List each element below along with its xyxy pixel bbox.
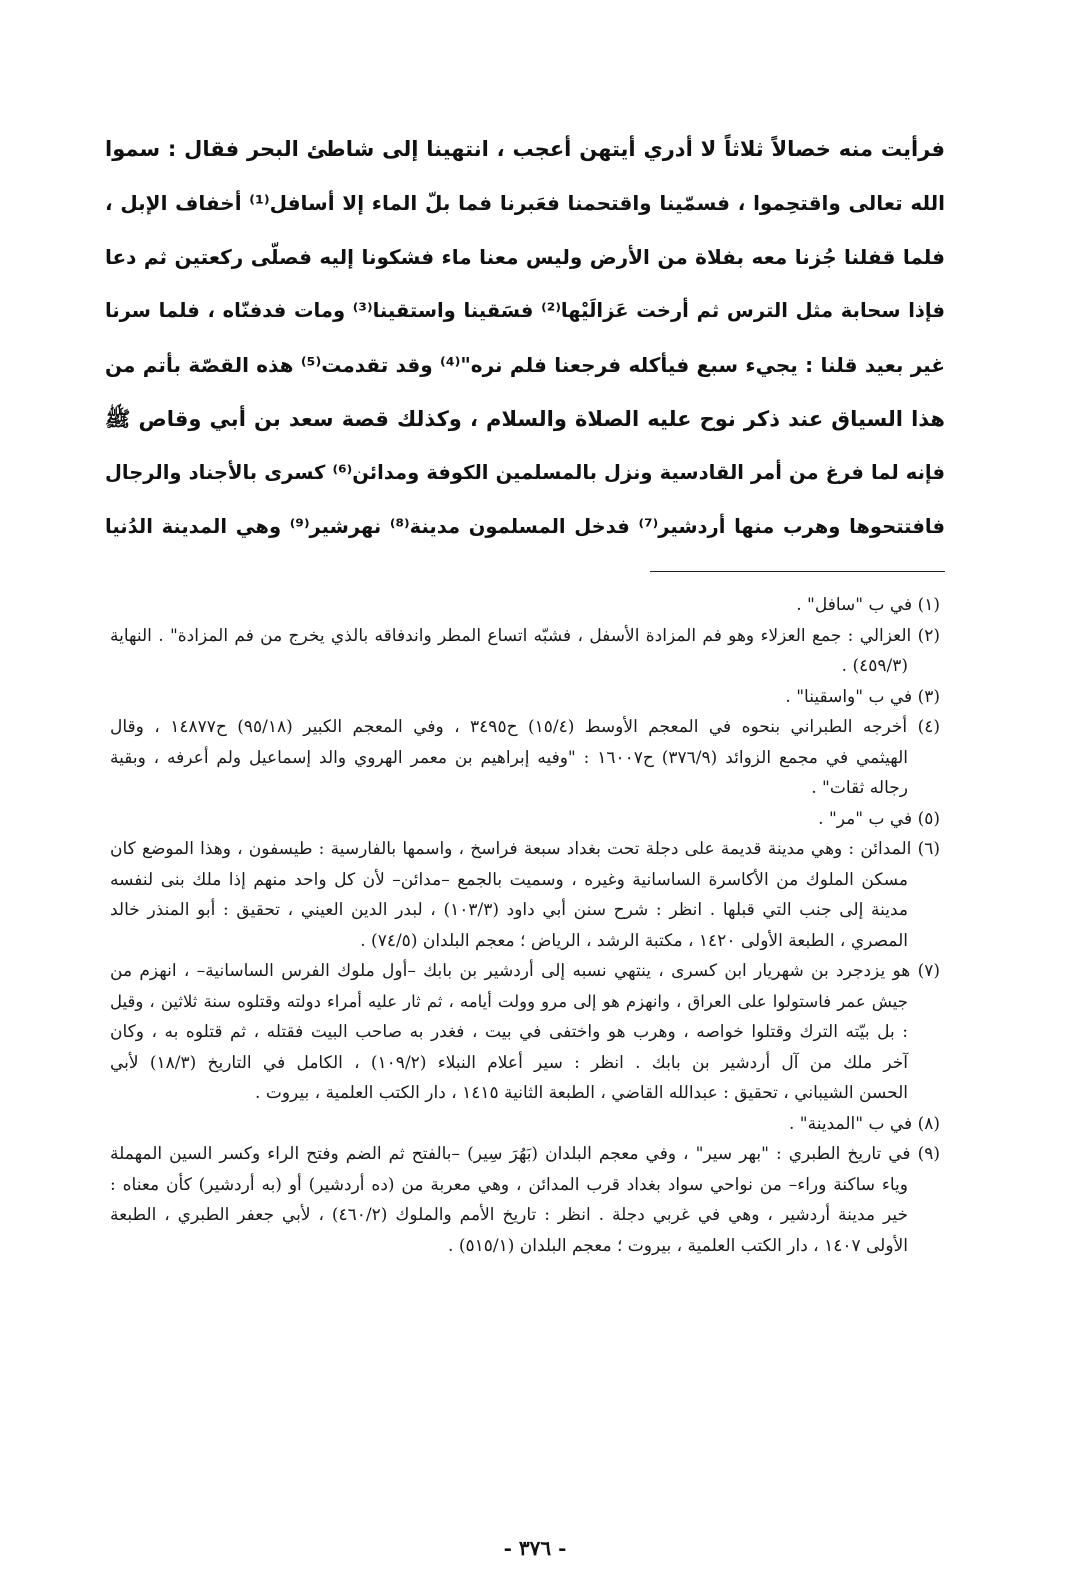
footnote-line: (٥) في ب "مر" . xyxy=(818,808,940,829)
main-text-line: الله تعالى واقتحِموا ، فسمّينا واقتحمنا فعَبرنا فما بلّ الماء إلا أسافل⁽¹⁾ أخفاف الإبل ، xyxy=(105,191,945,215)
footnote-line: (٤٥٩/٣) . xyxy=(841,656,908,676)
footnote-2 xyxy=(110,621,940,682)
main-text-line: فرأيت منه خصالاً ثلاثاً لا أدري أيتهن أعجب ، انتهينا إلى شاطئ البحر فقال : سموا xyxy=(105,137,945,161)
footnote-line: (٦) المدائن : وهي مدينة قديمة على دجلة تحت بغداد سبعة فراسخ ، واسمها بالفارسية : طيسفون ، وهذا الموضع كان xyxy=(110,839,940,859)
main-text-line: فلما قفلنا جُزنا معه بفلاة من الأرض وليس معنا ماء فشكونا إليه فصلّى ركعتين ثم دعا xyxy=(105,245,945,269)
footnote-line: الهيثمي في مجمع الزوائد (٣٧٦/٩) ح١٦٠٠٧ : "وفيه إبراهيم بن معمر الهروي والد إسماعيل ولم أعرفه ، وبقية xyxy=(110,747,908,768)
footnote-divider xyxy=(650,571,945,572)
footnote-line: : بل بيّته الترك وقتلوا خواصه ، وهرب هو واختفى في بيت ، فغدر به صاحب البيت فقتله ، ثم قتلوه به ، وكان xyxy=(110,1022,908,1042)
footnote-line: وياء ساكنة وراء– من نواحي سواد بغداد قرب المدائن ، وهي معربة من (ده أردشير) أو (به أردشير) كأن معناه : xyxy=(110,1174,908,1195)
footnote-line: (٢) العزالي : جمع العزلاء وهو فم المزادة الأسفل ، فشبّه اتساع المطر واندفاقه بالذي يخرج من فم المزادة" . النهاية xyxy=(110,625,940,646)
footnote-line: الأولى ١٤٠٧ ، دار الكتب العلمية ، بيروت ؛ معجم البلدان (٥١٥/١) . xyxy=(448,1235,908,1256)
footnote-9 xyxy=(110,1139,940,1261)
footnote-line: (٩) في تاريخ الطبري : "بهر سير" ، وفي معجم البلدان (بَهُرَ سِير) –بالفتح ثم الضم وفتح الراء وكسر السين المهملة xyxy=(110,1144,940,1164)
main-text-line: فإنه لما فرغ من أمر القادسية ونزل بالمسلمين الكوفة ومدائن⁽⁶⁾ كسرى بالأجناد والرجال xyxy=(105,461,945,484)
main-text-line: هذا السياق عند ذكر نوح عليه الصلاة والسلام ، وكذلك قصة سعد بن أبي وقاص ﷺ xyxy=(105,407,945,431)
footnote-line: مدينة إلى جنب التي قبلها . انظر : شرح سنن أبي داود (١٠٣/٣) ، لبدر الدين العيني ، تحقيق : أبو المنذر خالد xyxy=(110,900,908,920)
main-text-body xyxy=(105,122,945,554)
footnote-line: (٧) هو يزدجرد بن شهريار ابن كسرى ، ينتهي نسبه إلى أردشير بن بابك –أول ملوك الفرس الساسانية– ، انهزم من xyxy=(110,961,940,981)
footnote-line: رجاله ثقات" . xyxy=(811,778,908,798)
footnote-line: (٣) في ب "واسقينا" . xyxy=(785,686,940,707)
footnote-4 xyxy=(110,712,940,804)
footnote-line: خير مدينة أردشير ، وهي في غربي دجلة . انظر : تاريخ الأمم والملوك (٤٦٠/٢) ، لأبي جعفر الطبري ، الطبعة xyxy=(110,1205,908,1225)
footnote-1 xyxy=(110,590,940,621)
footnote-line: (٤) أخرجه الطبراني بنحوه في المعجم الأوسط (١٥/٤) ح٣٤٩٥ ، وفي المعجم الكبير (٩٥/١٨) ح١٤٨٧٧ ، وقال xyxy=(110,717,940,737)
footnote-7 xyxy=(110,956,940,1109)
main-text-line: غير بعيد قلنا : يجيء سبع فيأكله فرجعنا فلم نره"⁽⁴⁾ وقد تقدمت⁽⁵⁾ هذه القصّة بأتم من xyxy=(105,353,945,377)
page-number: - ٣٧٦ - xyxy=(503,1536,567,1560)
footnote-line: الحسن الشيباني ، تحقيق : عبدالله القاضي ، الطبعة الثانية ١٤١٥ ، دار الكتب العلمية ، بيروت . xyxy=(255,1083,908,1103)
main-text-line: فافتتحوها وهرب منها أردشير⁽⁷⁾ فدخل المسلمون مدينة⁽⁸⁾ نهرشير⁽⁹⁾ وهي المدينة الدُنيا xyxy=(105,515,945,538)
footnote-3 xyxy=(110,682,940,713)
footnote-line: (١) في ب "سافل" . xyxy=(796,595,940,615)
footnote-line: آخر ملك من آل أردشير بن بابك . انظر : سير أعلام النبلاء (١٠٩/٢) ، الكامل في التاريخ (١٨/٣) لأبي xyxy=(110,1052,908,1073)
footnote-6 xyxy=(110,834,940,956)
footnote-8 xyxy=(110,1109,940,1140)
footnotes-section xyxy=(110,590,940,1261)
footnote-line: جيش عمر فاستولوا على العراق ، وانهزم هو إلى مرو وولت أيامه ، ثم ثار عليه أمراء دولته وقتلوه سنة ثلاثين ، وقيل xyxy=(110,991,908,1011)
main-text-line: فإذا سحابة مثل الترس ثم أرخت عَزالَيْها⁽²⁾ فسَقينا واستقينا⁽³⁾ ومات فدفنّاه ، فلما سرنا xyxy=(105,299,945,322)
footnote-line: (٨) في ب "المدينة" . xyxy=(788,1113,940,1134)
footnote-line: مسكن الملوك من الأكاسرة الساسانية وغيره ، وسميت بالجمع –مدائن– لأن كل واحد منهم إذا ملك بنى لنفسه xyxy=(110,869,908,890)
footnote-line: المصري ، الطبعة الأولى ١٤٢٠ ، مكتبة الرشد ، الرياض ؛ معجم البلدان (٧٤/٥) . xyxy=(360,930,908,951)
footnote-5 xyxy=(110,804,940,835)
